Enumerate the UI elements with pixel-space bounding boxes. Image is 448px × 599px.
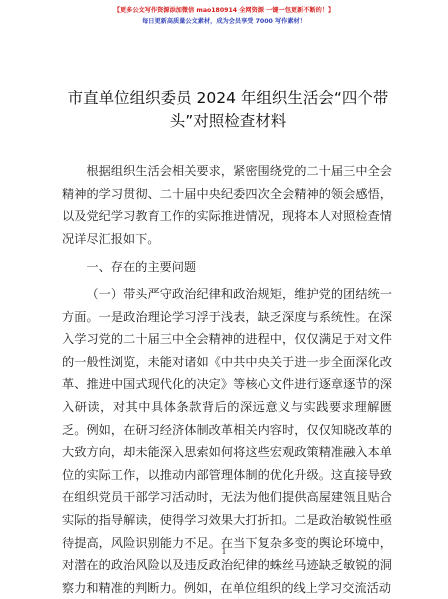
section-paragraph: （一）带头严守政治纪律和政治规矩，维护党的团结统一方面。一是政治理论学习浮于浅表，缺乏深度与系统性。在深入学习党的二十届三中全会精神的进程中，仅仅满足于对文件的一般性浏览，未能对诸如《中共中央关于进一步全面深化改革、推进中国式现代化的决定》等核心文件进行逐章逐节的深入研读，对其中具体条款背后的深远意义与实践要求理解匮乏。例如，在研习经济体制改革相关内容时，仅仅知晓改革的大致方向，却未能深入思索如何将这些宏观政策精准融入本单位的实际工作，以推动内部管理体制的优化升级。这直接导致在组织党员干部学习活动时，无法为他们提供高屋建瓴且贴合实际的指导解读，使得学习效果大打折扣。二是政治敏锐性亟待提高，风险识别能力不足。在当下复杂多变的舆论环境中，对潜在的政治风险以及违反政治纪律的蛛丝马迹缺乏敏锐的洞察力和精准的判断力。例如，在单位组织的线上学习交流活动 <box>62 286 392 595</box>
section-heading: 一、存在的主要问题 <box>86 260 197 275</box>
page-number: 1 <box>221 547 227 556</box>
document-body <box>62 160 392 599</box>
promo-banner-line-2: 每日更新高质量公文素材，成为会员享受 7000 写作素材！ <box>142 18 306 25</box>
document-title: 市直单位组织委员 2024 年组织生活会“四个带头”对照检查材料 <box>67 89 389 130</box>
promo-banner-line-1: 【更多公文写作资源添加微信 mao180914 全网资源 一键一包更新不断的！】 <box>113 7 335 14</box>
intro-paragraph: 根据组织生活会相关要求，紧密围绕党的二十届三中全会精神的学习贯彻、二十届中央纪委四次全会精神的领会感悟，以及党纪学习教育工作的实际推进情况，现将本人对照检查情况详尽汇报如下。 <box>62 164 392 246</box>
